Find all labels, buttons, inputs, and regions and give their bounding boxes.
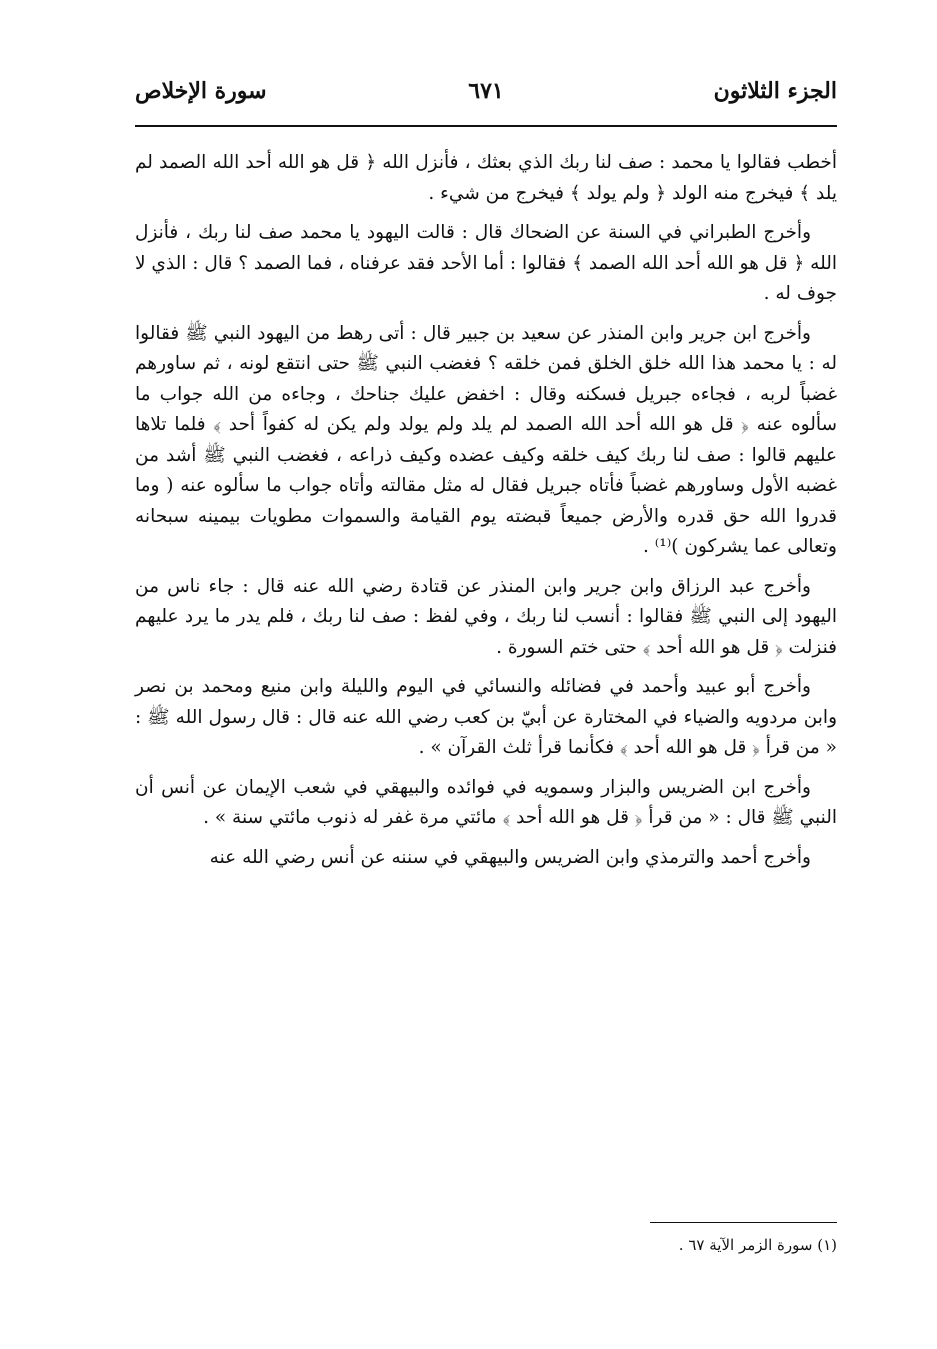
running-header — [135, 78, 837, 118]
footnote: (١) سورة الزمر الآية ٦٧ . — [678, 1236, 837, 1254]
footnote-divider — [650, 1222, 837, 1223]
main-text — [135, 148, 837, 882]
paragraph: وأخرج ابن جرير وابن المنذر عن سعيد بن جبير قال : أتى رهط من اليهود النبي ﷺ فقالوا له : يا محمد هذا الله خلق الخلق فمن خلقه ؟ فغضب النبي ﷺ حتى انتقع لونه ، ثم ساورهم غضباً لربه ، فجاءه جبريل فسكنه وقال : اخفض عليك جناحك ، وجاءه من الله جواب ما سألوه عنه ﴿ قل هو الله أحد الله الصمد لم يلد ولم يولد ولم يكن له كفواً أحد ﴾ فلما تلاها عليهم قالوا : صف لنا ربك كيف خلقه وكيف عضده وكيف ذراعه ، فغضب النبي ﷺ أشد من غضبه الأول وساورهم غضباً فأتاه جبريل فقال له مثل مقالته وأتاه جواب ما سألوه عنه ( وما قدروا الله حق قدره والأرض جميعاً قبضته يوم القيامة والسموات مطويات بيمينه سبحانه وتعالى عما يشركون )⁽¹⁾ . — [135, 322, 837, 557]
paragraph: وأخرج أبو عبيد وأحمد في فضائله والنسائي في اليوم والليلة وابن منيع ومحمد بن نصر وابن مردويه والضياء في المختارة عن أبيّ بن كعب رضي الله عنه قال : قال رسول الله ﷺ : « من قرأ ﴿ قل هو الله أحد ﴾ فكأنما قرأ ثلث القرآن » . — [135, 676, 837, 758]
paragraph: وأخرج ابن الضريس والبزار وسمويه في فوائده والبيهقي في شعب الإيمان عن أنس أن النبي ﷺ قال : « من قرأ ﴿ قل هو الله أحد ﴾ مائتي مرة غفر له ذنوب مائتي سنة » . — [135, 776, 837, 828]
page-number: ٦٧١ — [468, 78, 504, 104]
part-title: الجزء الثلاثون — [713, 78, 837, 104]
paragraph: أخطب فقالوا يا محمد : صف لنا ربك الذي بعثك ، فأنزل الله ﴿ قل هو الله أحد الله الصمد لم يلد ﴾ فيخرج منه الولد ﴿ ولم يولد ﴾ فيخرج من شيء . — [135, 152, 837, 204]
header-divider — [135, 125, 837, 127]
paragraph: وأخرج أحمد والترمذي وابن الضريس والبيهقي في سننه عن أنس رضي الله عنه — [209, 846, 811, 868]
paragraph: وأخرج الطبراني في السنة عن الضحاك قال : قالت اليهود يا محمد صف لنا ربك ، فأنزل الله ﴿ قل هو الله أحد الله الصمد ﴾ فقالوا : أما الأحد فقد عرفناه ، فما الصمد ؟ قال : الذي لا جوف له . — [135, 222, 837, 304]
paragraph: وأخرج عبد الرزاق وابن جرير وابن المنذر عن قتادة رضي الله عنه قال : جاء ناس من اليهود إلى النبي ﷺ فقالوا : أنسب لنا ربك ، وفي لفظ : صف لنا ربك ، فلم يدر ما يرد عليهم فنزلت ﴿ قل هو الله أحد ﴾ حتى ختم السورة . — [135, 575, 837, 658]
surah-title: سورة الإخلاص — [135, 78, 267, 104]
